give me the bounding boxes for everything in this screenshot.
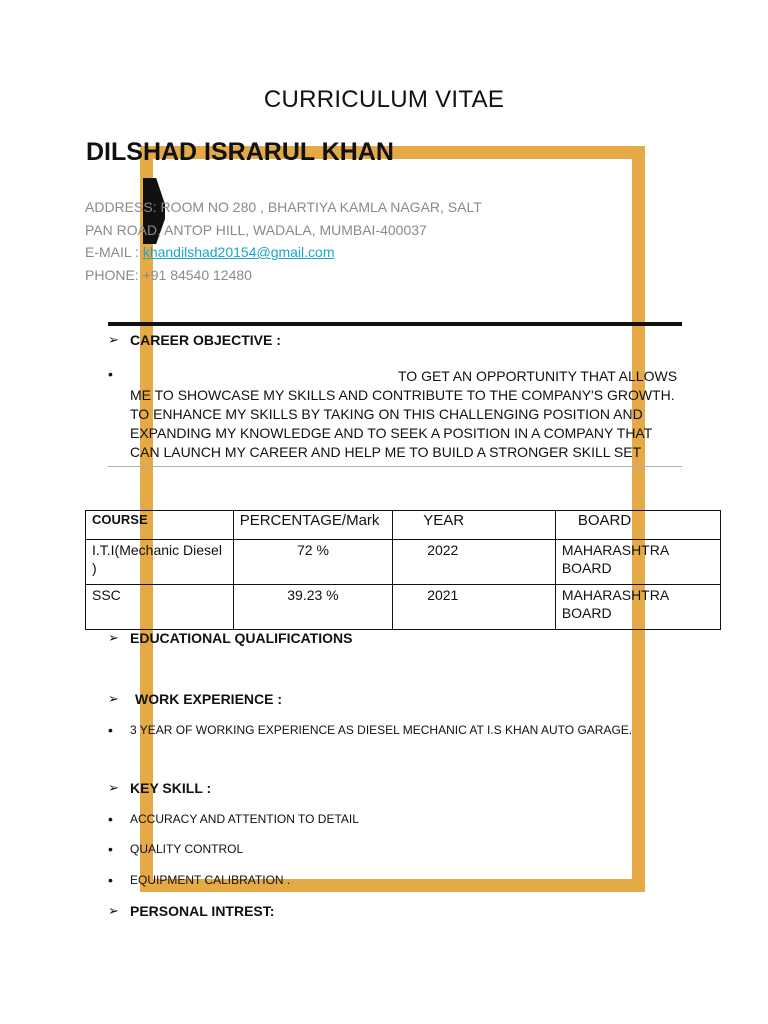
table-cell-year: 2021 <box>393 585 556 630</box>
table-cell-board: MAHARASHTRA BOARD <box>555 540 720 585</box>
bullet-icon: • <box>108 366 113 382</box>
skill-item-text: EQUIPMENT CALIBRATION . <box>130 873 291 887</box>
table-header-percentage: PERCENTAGE/Mark <box>233 511 393 540</box>
contact-block <box>85 196 482 286</box>
arrow-bullet-icon: ➢ <box>108 780 119 795</box>
address-line-1: ADDRESS: ROOM NO 280 , BHARTIYA KAMLA NAGAR, SALT <box>85 199 482 215</box>
page-title: CURRICULUM VITAE <box>263 86 505 113</box>
personal-interest-heading <box>108 903 274 919</box>
table-cell-course: SSC <box>86 585 234 630</box>
bullet-icon: • <box>108 841 113 857</box>
list-item <box>108 722 632 738</box>
table-cell-year: 2022 <box>393 540 556 585</box>
bullet-icon: • <box>108 811 113 827</box>
table-cell-percentage: 39.23 % <box>233 585 393 630</box>
section-divider-thick <box>108 322 682 326</box>
heading-label: CAREER OBJECTIVE : <box>130 332 281 348</box>
heading-label: EDUCATIONAL QUALIFICATIONS <box>130 630 353 646</box>
career-objective-text: TO GET AN OPPORTUNITY THAT ALLOWS ME TO SHOWCASE MY SKILLS AND CONTRIBUTE TO THE COMPANY'S GROWTH. TO ENHANCE MY SKILLS BY TAKING ON THIS CHALLENGING POSITION AND EXPANDING MY KNOWLEDGE AND TO SEEK A POSITION IN A COMPANY THAT CAN LAUNCH MY CAREER AND HELP ME TO BUILD A STRONGER SKILL SET <box>130 368 678 460</box>
work-experience-heading <box>108 691 282 707</box>
career-objective-heading <box>108 332 281 348</box>
table-header-year: YEAR <box>393 511 556 540</box>
education-table <box>85 510 721 630</box>
email-link[interactable]: khandilshad20154@gmail.com <box>142 244 335 260</box>
candidate-name: DILSHAD ISRARUL KHAN <box>86 138 394 166</box>
arrow-bullet-icon: ➢ <box>108 903 119 918</box>
table-header-course: COURSE <box>86 511 234 540</box>
list-item <box>108 872 290 888</box>
table-cell-percentage: 72 % <box>233 540 393 585</box>
arrow-bullet-icon: ➢ <box>108 630 119 645</box>
arrow-bullet-icon: ➢ <box>108 691 119 706</box>
heading-label: PERSONAL INTREST: <box>130 903 275 919</box>
key-skill-heading <box>108 780 211 796</box>
table-row <box>86 540 721 585</box>
table-cell-board: MAHARASHTRA BOARD <box>555 585 720 630</box>
skill-item-text: QUALITY CONTROL <box>130 842 244 856</box>
educational-qualifications-heading <box>108 630 352 646</box>
list-item <box>108 811 359 827</box>
email-line <box>85 241 482 264</box>
table-header-row <box>86 511 721 540</box>
bullet-icon: • <box>108 872 113 888</box>
email-label: E-MAIL : <box>85 244 143 260</box>
heading-label: KEY SKILL : <box>130 780 212 796</box>
table-row <box>86 585 721 630</box>
work-item-text: 3 YEAR OF WORKING EXPERIENCE AS DIESEL MECHANIC AT I.S KHAN AUTO GARAGE. <box>130 723 633 737</box>
arrow-bullet-icon: ➢ <box>108 332 119 347</box>
bullet-icon: • <box>108 722 113 738</box>
address-line-2: PAN ROAD, ANTOP HILL, WADALA, MUMBAI-400037 <box>85 221 427 238</box>
phone-line: PHONE: +91 84540 12480 <box>85 266 252 283</box>
table-cell-course: I.T.I(Mechanic Diesel ) <box>86 540 234 585</box>
section-divider-thin <box>108 466 682 467</box>
heading-label: WORK EXPERIENCE : <box>135 691 283 707</box>
skill-item-text: ACCURACY AND ATTENTION TO DETAIL <box>130 812 359 826</box>
list-item <box>108 841 243 857</box>
table-header-board: BOARD <box>555 511 720 540</box>
